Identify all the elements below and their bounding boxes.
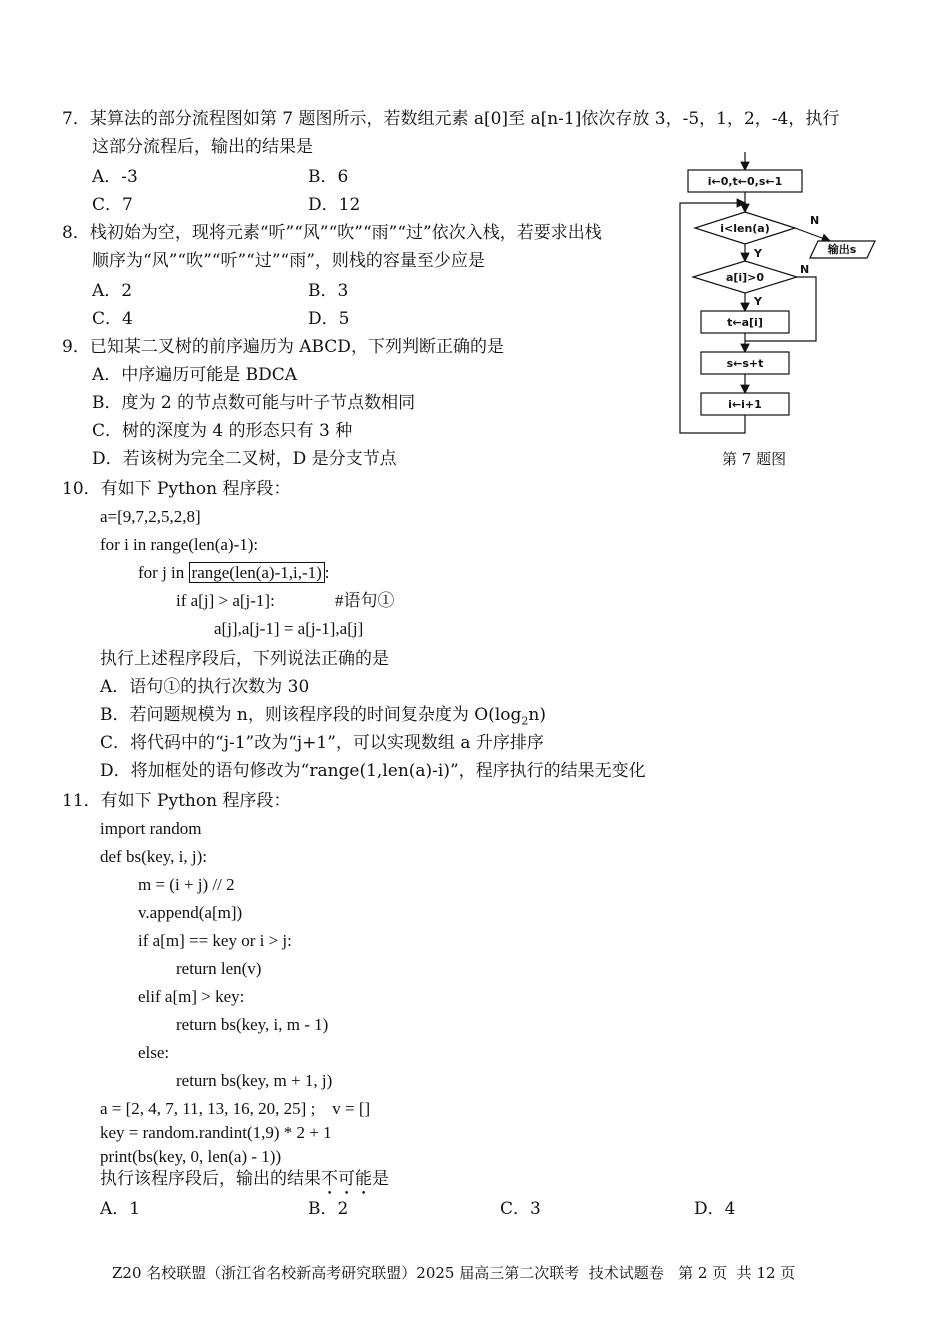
q10-code-comment: #语句①	[335, 591, 395, 610]
q10-option-d: D．将加框处的语句修改为“range(1,len(a)-i)”，程序执行的结果无变化	[100, 761, 646, 781]
q11-option-d: D．4	[694, 1199, 736, 1219]
q11-code-line: m = (i + j) // 2	[138, 875, 235, 894]
flow-assign-s-text: s←s+t	[726, 357, 764, 370]
q10-option-a: A．语句①的执行次数为 30	[100, 677, 310, 697]
q11-option-a: A．1	[100, 1199, 141, 1219]
q10-code-line4: if a[j] > a[j-1]:	[176, 591, 275, 610]
q7-option-b: B．6	[308, 167, 349, 187]
q9-stem: 9．已知某二叉树的前序遍历为 ABCD，下列判断正确的是	[62, 337, 504, 357]
q11-code-line: return bs(key, i, m - 1)	[176, 1015, 329, 1034]
q10-code-line3-post: :	[324, 563, 330, 582]
q8-stem-line2: 顺序为“风”“吹”“听”“过”“雨”，则栈的容量至少应是	[92, 251, 485, 271]
q8-stem-line1: 8．栈初始为空，现将元素“听”“风”“吹”“雨”“过”依次入栈，若要求出栈	[62, 223, 602, 243]
flow-cond2-text: a[i]>0	[725, 271, 765, 284]
q10-option-c: C．将代码中的“j-1”改为“j+1”，可以实现数组 a 升序排序	[100, 733, 544, 753]
q10-code-line3	[138, 562, 330, 584]
q11-code-line: def bs(key, i, j):	[100, 847, 208, 866]
q11-code-line: v.append(a[m])	[138, 903, 243, 922]
q9-option-a: A．中序遍历可能是 BDCA	[92, 365, 298, 385]
q11-code-line: print(bs(key, 0, len(a) - 1))	[100, 1147, 282, 1166]
flow-cond1-yes-label: Y	[754, 247, 762, 260]
q10-stem: 10．有如下 Python 程序段：	[62, 479, 291, 499]
q11-question-text: 执行该程序段后，输出的结果	[100, 1169, 321, 1189]
flow-cond1-text: i<len(a)	[720, 222, 770, 235]
q10-question: 执行上述程序段后，下列说法正确的是	[100, 649, 389, 669]
q7-stem-line2: 这部分流程后，输出的结果是	[92, 137, 313, 157]
q10-option-b-subscript: 2	[521, 714, 529, 728]
q11-question-tail: 是	[372, 1169, 389, 1189]
q10-option-b-tail: n)	[528, 705, 546, 725]
q7-option-d: D．12	[308, 195, 361, 215]
q11-code-line: key = random.randint(1,9) * 2 + 1	[100, 1123, 332, 1142]
q11-code-line: import random	[100, 819, 202, 838]
q10-boxed-statement: range(len(a)-1,i,-1)	[189, 562, 325, 583]
q11-code-line: else:	[138, 1043, 170, 1062]
q11-code-line: if a[m] == key or i > j:	[138, 931, 292, 950]
q10-option-b-text: B．若问题规模为 n，则该程序段的时间复杂度为 O(log	[100, 705, 522, 725]
q11-code-line: return bs(key, m + 1, j)	[176, 1071, 333, 1090]
q7-stem-line1: 7．某算法的部分流程图如第 7 题图所示，若数组元素 a[0]至 a[n-1]依次存放 3，-5，1，2，-4，执行	[62, 109, 840, 129]
flow-arrow-cond1-no	[795, 228, 830, 241]
q11-code-line: elif a[m] > key:	[138, 987, 245, 1006]
q9-option-d: D．若该树为完全二叉树，D 是分支节点	[92, 449, 397, 469]
q11-stem: 11．有如下 Python 程序段：	[62, 791, 291, 811]
q10-code-line2: for i in range(len(a)-1):	[100, 535, 259, 554]
page-footer: Z20 名校联盟（浙江省名校新高考研究联盟）2025 届高三第二次联考 技术试题卷 第 2 页 共 12 页	[112, 1264, 796, 1282]
q8-option-a: A．2	[92, 281, 133, 301]
q10-code-line5: a[j],a[j-1] = a[j-1],a[j]	[214, 619, 364, 638]
q11-code-line: a = [2, 4, 7, 11, 13, 16, 20, 25] ; v = []	[100, 1099, 371, 1118]
q7-flowchart	[670, 148, 885, 448]
q8-option-b: B．3	[308, 281, 349, 301]
q10-code-line1: a=[9,7,2,5,2,8]	[100, 507, 201, 526]
q8-option-c: C．4	[92, 309, 133, 329]
flow-cond2-no-label: N	[800, 263, 810, 276]
flow-incr-i-text: i←i+1	[728, 398, 762, 411]
flow-cond1-no-label: N	[810, 214, 820, 227]
q10-option-b	[100, 704, 546, 732]
flow-cond2-yes-label: Y	[754, 295, 762, 308]
q11-emphasis: 不可能	[321, 1169, 372, 1189]
flow-init-text: i←0,t←0,s←1	[707, 175, 783, 188]
q9-option-b: B．度为 2 的节点数可能与叶子节点数相同	[92, 393, 416, 413]
q10-code-line3-pre: for j in	[138, 563, 189, 582]
q11-option-c: C．3	[500, 1199, 541, 1219]
q7-option-c: C．7	[92, 195, 133, 215]
flow-output-text: 输出s	[827, 243, 857, 256]
q11-code-line: return len(v)	[176, 959, 262, 978]
q11-option-b: B．2	[308, 1199, 349, 1219]
q11-question	[100, 1168, 389, 1199]
q8-option-d: D．5	[308, 309, 350, 329]
flow-assign-t-text: t←a[i]	[727, 316, 763, 329]
q7-option-a: A．-3	[92, 167, 138, 187]
q9-option-c: C．树的深度为 4 的形态只有 3 种	[92, 421, 353, 441]
q7-figure-caption: 第 7 题图	[722, 450, 787, 468]
